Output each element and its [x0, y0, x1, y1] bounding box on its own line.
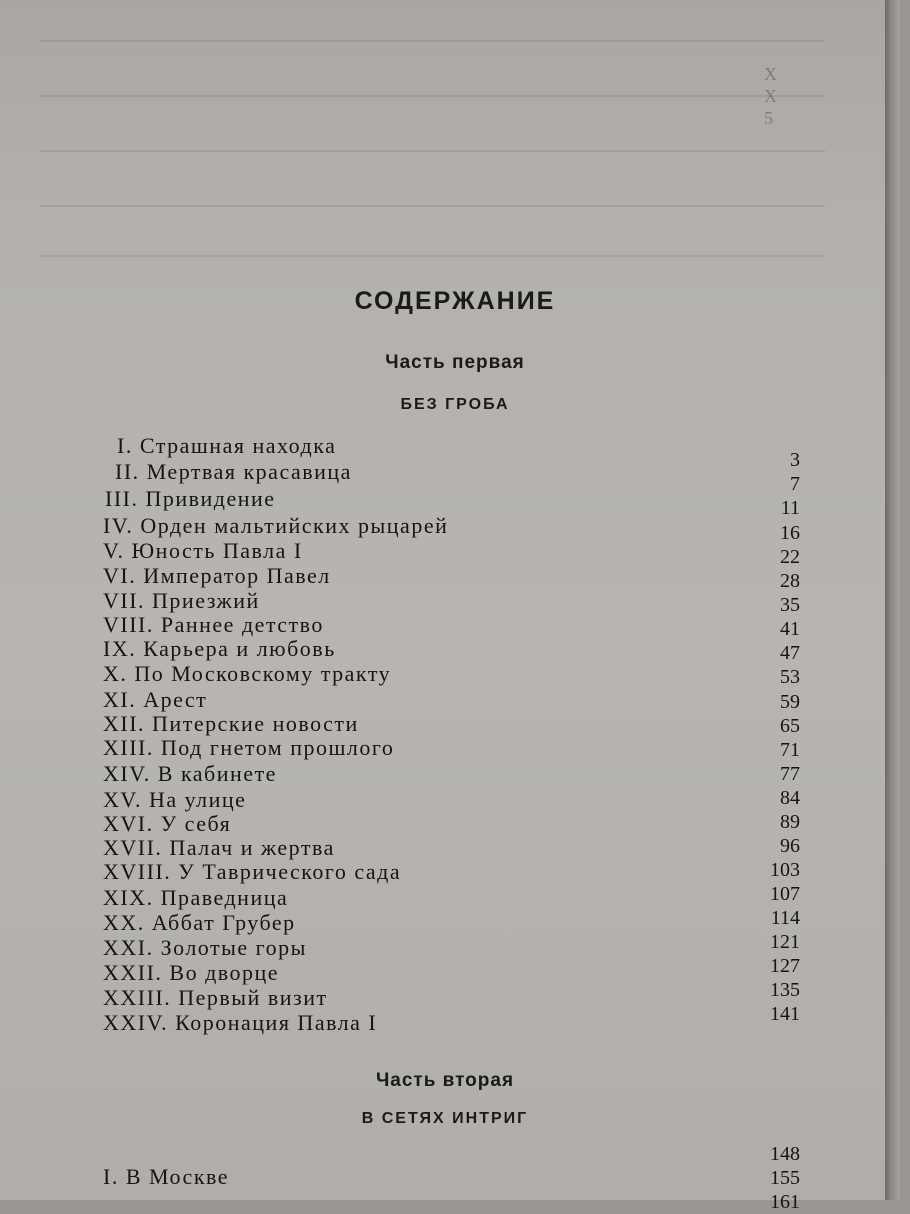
chapter-entry: VIII. Раннее детство	[103, 612, 324, 637]
page-number: 59	[780, 691, 800, 713]
page-number: 16	[780, 522, 800, 544]
corner-mark: 5	[764, 108, 773, 128]
chapter-entry: V. Юность Павла I	[103, 538, 303, 563]
page-number: 3	[790, 449, 800, 471]
part-two-subtitle: В СЕТЯХ ИНТРИГ	[361, 1110, 529, 1127]
page-number: 77	[780, 763, 800, 785]
page-number: 103	[770, 859, 800, 881]
bleed-through-line	[40, 150, 825, 152]
chapter-entry: II. Мертвая красавица	[115, 459, 352, 484]
chapter-entry: XVIII. У Таврического сада	[103, 859, 402, 884]
bleed-through-line	[40, 205, 825, 207]
chapter-entry: IX. Карьера и любовь	[103, 636, 336, 661]
part-two-label: Часть вторая	[375, 1070, 515, 1091]
page-number: 155	[770, 1167, 800, 1189]
chapter-entry: XV. На улице	[103, 787, 247, 812]
page-number: 84	[780, 787, 800, 809]
chapter-entry: XVI. У себя	[103, 811, 232, 836]
page-number: 96	[780, 835, 800, 857]
chapter-entry: III. Привидение	[105, 486, 276, 511]
page-number: 53	[780, 666, 800, 688]
chapter-entry: X. По Московскому тракту	[103, 661, 392, 686]
page-number: 114	[770, 907, 800, 929]
corner-marks	[764, 64, 777, 128]
part-one-subtitle: БЕЗ ГРОБА	[400, 396, 510, 413]
page-number: 121	[770, 931, 800, 953]
chapter-entry: XI. Арест	[103, 687, 208, 712]
chapter-entry: I. В Москве	[103, 1164, 230, 1189]
page-number: 41	[780, 618, 800, 640]
chapter-entry: VI. Император Павел	[103, 563, 331, 588]
page-number: 35	[780, 594, 800, 616]
chapter-entry: XIV. В кабинете	[103, 761, 277, 786]
contents-title: СОДЕРЖАНИЕ	[354, 287, 556, 315]
bleed-through-line	[40, 40, 825, 42]
page-number: 65	[780, 715, 800, 737]
chapter-entry: XIII. Под гнетом прошлого	[103, 735, 395, 760]
page-number: 127	[770, 955, 800, 977]
chapter-entry: VII. Приезжий	[103, 588, 260, 613]
chapter-entry: I. Страшная находка	[117, 433, 337, 458]
chapter-entry: XXIV. Коронация Павла I	[103, 1010, 378, 1035]
page-number: 141	[770, 1003, 800, 1025]
chapter-entry: XIX. Праведница	[103, 885, 289, 910]
bleed-through-line	[40, 255, 825, 257]
page-number: 107	[770, 883, 800, 905]
part-one-label: Часть первая	[385, 352, 525, 373]
chapter-entry: XXII. Во дворце	[103, 960, 280, 985]
chapter-entry: XXI. Золотые горы	[103, 935, 307, 960]
page-number: 7	[790, 473, 800, 495]
page-number: 148	[770, 1143, 800, 1165]
page-edge-shadow	[885, 0, 900, 1200]
page-number: 161	[770, 1191, 800, 1213]
page-number: 22	[780, 546, 800, 568]
page-number: 89	[780, 811, 800, 833]
chapter-entry: XXIII. Первый визит	[103, 985, 328, 1010]
corner-mark: X	[764, 86, 777, 106]
chapter-entry: XII. Питерские новости	[103, 711, 359, 736]
page-number: 11	[780, 497, 800, 519]
chapter-entry: IV. Орден мальтийских рыцарей	[103, 513, 449, 538]
bleed-through-line	[40, 95, 825, 97]
chapter-entry: XX. Аббат Грубер	[103, 910, 296, 935]
corner-mark: X	[764, 64, 777, 84]
page-number: 47	[780, 642, 800, 664]
page-number: 28	[780, 570, 800, 592]
page-number: 135	[770, 979, 800, 1001]
page-number: 71	[780, 739, 800, 761]
chapter-entry: XVII. Палач и жертва	[103, 835, 335, 860]
